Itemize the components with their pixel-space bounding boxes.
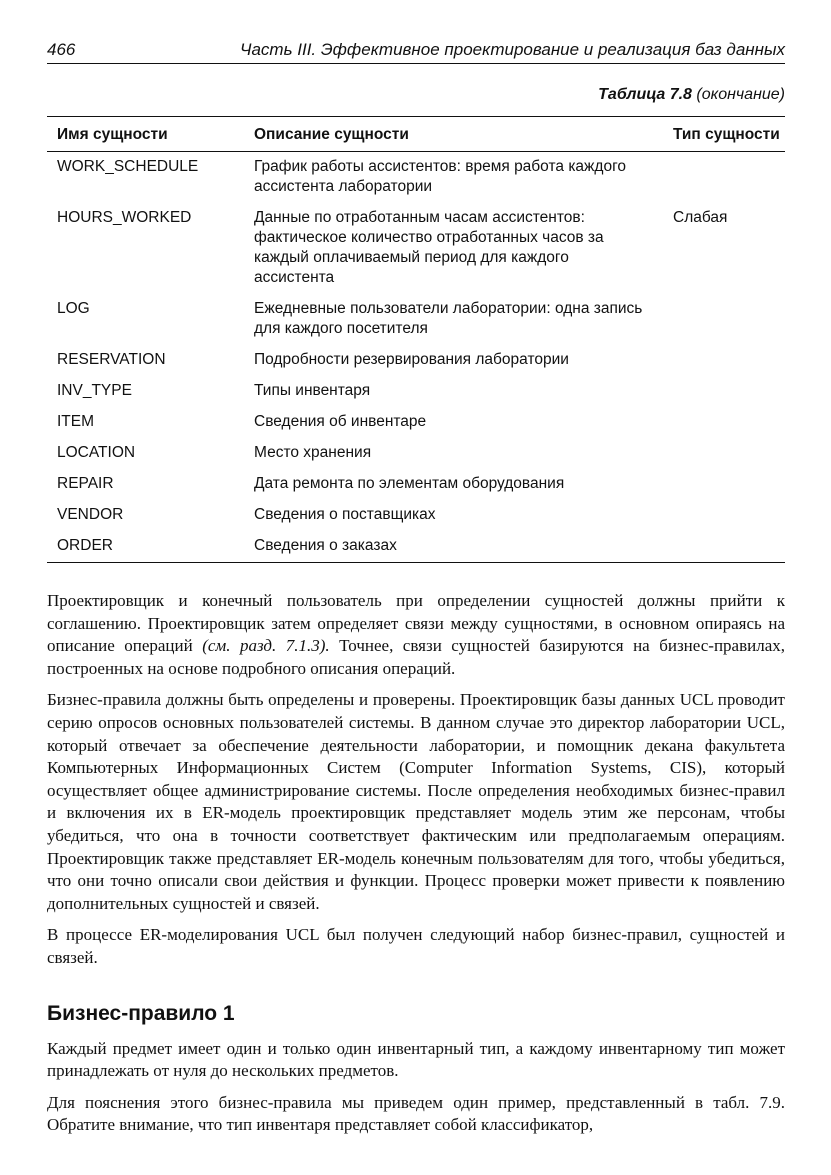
table-row — [47, 152, 785, 203]
entity-description: Сведения о заказах — [254, 537, 397, 554]
entity-description: Данные по отработанным часам ассистентов: фактическое количество отработанных часов за каждый оплачиваемый период для каждого ассистента — [254, 209, 604, 286]
entity-name: REPAIR — [57, 475, 114, 492]
entity-name: LOCATION — [57, 444, 136, 461]
entity-type: Слабая — [673, 209, 728, 226]
running-header — [47, 38, 785, 64]
paragraph: В процессе ER-моделирования UCL был получен следующий набор бизнес-правил, сущностей и связей. — [47, 925, 785, 967]
paragraph — [47, 590, 785, 680]
entity-name: HOURS_WORKED — [57, 209, 192, 226]
body-text — [47, 590, 785, 1146]
entity-type — [649, 412, 785, 432]
entity-type — [649, 443, 785, 463]
table-caption-label: Таблица 7.8 — [598, 86, 692, 103]
entity-name: ORDER — [57, 537, 113, 554]
entity-name: LOG — [57, 300, 90, 317]
entity-table — [47, 116, 785, 563]
entity-type — [649, 505, 785, 525]
paragraph-text: Точнее, связи сущностей базируются на бизнес-правилах, построенных на основе подробного описания операций. — [47, 636, 785, 678]
paragraph: Для пояснения этого бизнес-правила мы приведем один пример, представленный в табл. 7.9. Обратите внимание, что тип инвентаря представляет собой классификатор, — [47, 1092, 785, 1135]
entity-description: Ежедневные пользователи лаборатории: одна запись для каждого посетителя — [254, 300, 643, 337]
entity-name: ITEM — [57, 413, 95, 430]
entity-type — [649, 350, 785, 370]
column-header-description: Описание сущности — [254, 126, 409, 143]
table-row — [47, 438, 785, 469]
table-bottom-rule — [47, 562, 785, 563]
paragraph: Бизнес-правила должны быть определены и проверены. Проектировщик базы данных UCL проводит серию опросов основных пользователей системы. В данном случае это директор лаборатории UCL, который отвечает за обеспечение деятельности лаборатории, и помощник декана факультета Компьютерных Информационных Систем (Computer Information Systems, CIS), который осуществляет общее администрирование системы. После определения необходимых бизнес-правил и включения их в ER-модель проектировщик представляет модель этим же персонам, чтобы убедиться, что она в точности соответствует фактическим или предполагаемым операциям. Проектировщик также представляет ER-модель конечным пользователям для того, чтобы убедиться, что они точно описали свои действия и функции. Процесс проверки может привести к появлению дополнительных сущностей и связей. — [47, 690, 785, 913]
table-row — [47, 469, 785, 500]
table-row — [47, 294, 785, 345]
section-heading: Бизнес-правило 1 — [47, 1001, 235, 1025]
table-row — [47, 500, 785, 531]
entity-type — [649, 536, 785, 556]
entity-description: Типы инвентаря — [254, 382, 371, 399]
entity-description: Подробности резервирования лаборатории — [254, 351, 569, 368]
table-row — [47, 407, 785, 438]
entity-type — [649, 474, 785, 494]
table-row — [47, 203, 785, 294]
table-row — [47, 345, 785, 376]
entity-description: Дата ремонта по элементам оборудования — [254, 475, 565, 492]
header-rule — [47, 63, 785, 64]
table-caption-note: (окончание) — [696, 86, 785, 103]
entity-description: Сведения о поставщиках — [254, 506, 436, 523]
entity-type — [649, 381, 785, 401]
entity-type — [649, 299, 785, 339]
entity-name: WORK_SCHEDULE — [57, 158, 199, 175]
paragraph-text: Проектировщик и конечный пользователь при определении сущностей должны прийти к соглашению. Проектировщик затем определяет связи между сущностями, в основном опираясь на описание операций — [47, 591, 785, 656]
table-caption — [598, 86, 785, 104]
running-title: Часть III. Эффективное проектирование и реализация баз данных — [240, 40, 785, 59]
entity-description: График работы ассистентов: время работа каждого ассистента лаборатории — [254, 158, 627, 195]
entity-name: INV_TYPE — [57, 382, 132, 399]
table-header-row — [47, 117, 785, 151]
entity-name: VENDOR — [57, 506, 124, 523]
paragraph: Каждый предмет имеет один и только один инвентарный тип, а каждому инвентарному тип может принадлежать от нуля до нескольких предметов. — [47, 1038, 785, 1081]
column-header-type: Тип сущности — [673, 126, 780, 143]
page-number: 466 — [47, 40, 76, 59]
entity-type — [649, 157, 785, 197]
table-row — [47, 376, 785, 407]
column-header-name: Имя сущности — [57, 126, 168, 143]
entity-description: Сведения об инвентаре — [254, 413, 427, 430]
entity-name: RESERVATION — [57, 351, 166, 368]
table-row — [47, 531, 785, 562]
section-reference: (см. разд. 7.1.3). — [202, 636, 330, 656]
entity-description: Место хранения — [254, 444, 372, 461]
